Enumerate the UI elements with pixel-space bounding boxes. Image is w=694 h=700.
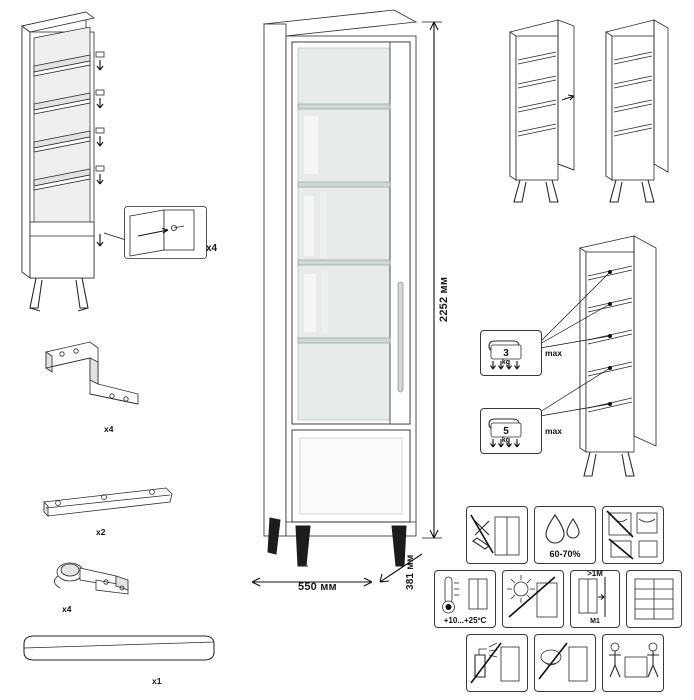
temperature-range-icon [434,570,496,628]
no-spray-cleaner-icon [466,634,528,692]
corner-bracket-qty: x4 [104,424,114,434]
height-dimension-label: 2252 мм [438,276,450,322]
depth-dimension-label: 381 мм [405,554,416,590]
handle-qty: x1 [152,676,162,686]
no-liquids-cloth-icon [602,506,664,564]
flat-bar-connector [40,486,180,534]
wireframe-cabinet-left [500,14,590,194]
shelf-pin-qty: x4 [206,243,218,254]
handle-part [18,624,228,684]
no-abrasive-icon [534,634,596,692]
svg-text:>1M: >1M [587,569,603,578]
window-ventilation-icon [626,570,682,628]
humidity-icon [534,506,596,564]
load-badge-3kg [480,330,542,376]
svg-text:kg: kg [501,359,511,366]
hinge-qty: x4 [62,604,72,614]
load-badge-5kg [480,408,542,454]
load-badge-5kg-max: max [545,426,563,436]
svg-text:3: 3 [503,348,509,359]
svg-text:60-70%: 60-70% [549,549,581,559]
corner-bracket [38,338,158,428]
no-sharp-objects-cabinet-icon [466,506,528,564]
load-badge-3kg-max: max [545,348,563,358]
wireframe-cabinet-right [596,14,686,194]
flat-bar-qty: x2 [96,527,106,537]
main-cabinet-view [246,6,436,576]
svg-text:+10...+25ºC: +10...+25ºC [443,616,487,625]
svg-text:M1: M1 [590,618,600,625]
no-direct-sunlight-icon [502,570,564,628]
shelf-pin-detail [124,206,212,265]
hinge-part [42,550,152,610]
svg-text:5: 5 [503,426,509,437]
exploded-cabinet-left [8,8,138,328]
distance-from-wall-icon [570,570,620,628]
width-dimension-label: 550 мм [298,581,337,593]
svg-text:kg: kg [501,437,511,444]
